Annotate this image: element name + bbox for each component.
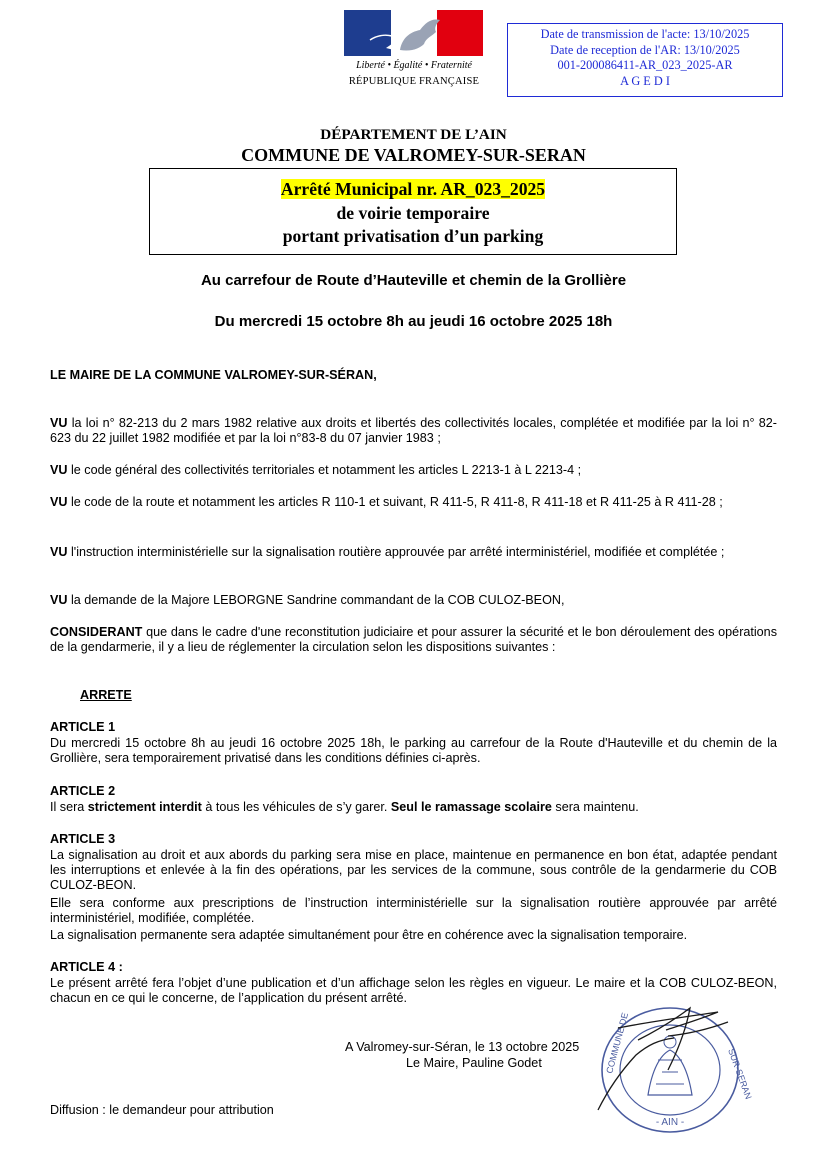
vu-text: le code de la route et notamment les articles R 110-1 et suivant, R 411-5, R 411-8, R 411-18 et R 411-25 à R 411-28 ; [67, 495, 723, 509]
reception-date: Date de reception de l'AR: 13/10/2025 [550, 42, 740, 57]
official-stamp [578, 1000, 754, 1140]
location-line: Au carrefour de Route d’Hauteville et chemin de la Grollière [200, 272, 627, 289]
considerant-paragraph [50, 625, 777, 655]
vu-label: VU [50, 416, 68, 430]
vu-text: la demande de la Majore LEBORGNE Sandrine commandant de la COB CULOZ-BEON, [67, 593, 565, 607]
vu-item-3 [50, 495, 777, 510]
agedi-label: A G E D I [620, 73, 670, 88]
decree-number: Arrêté Municipal nr. AR_023_2025 [280, 179, 546, 199]
vu-label: VU [50, 495, 68, 509]
article-4-title: ARTICLE 4 : [50, 960, 123, 974]
vu-text: la loi n° 82-213 du 2 mars 1982 relative aux droits et libertés des collectivités locales, complétée et modifiée par la loi n° 82-623 du 22 juillet 1982 modifiée et par la loi n°83-8 du 07 janvier 1983 ; [50, 416, 777, 445]
act-reference: 001-200086411-AR_023_2025-AR [557, 58, 733, 72]
article-2-title: ARTICLE 2 [50, 784, 116, 798]
commune-seal-icon [578, 1000, 754, 1140]
article-2-part: Il sera [50, 800, 88, 814]
article-3-title: ARTICLE 3 [50, 832, 116, 846]
vu-label: VU [50, 593, 68, 607]
article-2-part: sera maintenu. [551, 800, 639, 814]
signature-signer: Le Maire, Pauline Godet [406, 1056, 542, 1070]
vu-label: VU [50, 463, 68, 477]
diffusion-note: Diffusion : le demandeur pour attribution [50, 1103, 274, 1117]
decree-subtitle: de voirie temporaire [336, 203, 490, 223]
republic-name: RÉPUBLIQUE FRANÇAISE [348, 76, 480, 87]
mayor-intro: LE MAIRE DE LA COMMUNE VALROMEY-SUR-SÉRAN, [50, 368, 377, 382]
vu-text: le code général des collectivités territoriales et notamment les articles L 2213-1 à L 2213-4 ; [67, 463, 582, 477]
vu-item-4 [50, 545, 777, 560]
republic-motto: Liberté • Égalité • Fraternité [356, 60, 472, 71]
article-3-paragraph-1: La signalisation au droit et aux abords du parking sera mise en place, maintenue en permanence en bon état, adaptée pendant les interruptions et enlevée à la fin des opérations, par les services de la commune, sous contrôle de la gendarmerie du COB CULOZ-BEON. [50, 848, 777, 892]
vu-item-1 [50, 416, 777, 446]
marianne-flag-icon [340, 10, 488, 58]
article-3-paragraph-3: La signalisation permanente sera adaptée simultanément pour être en cohérence avec la signalisation temporaire. [50, 928, 688, 942]
article-3-paragraph-2: Elle sera conforme aux prescriptions de l’instruction interministérielle sur la signalisation routière approuvée par arrêté interministériel, modifiée, complétée. [50, 896, 777, 925]
arrete-heading: ARRETE [80, 688, 132, 702]
article-2-text [50, 800, 777, 815]
commune-heading: COMMUNE DE VALROMEY-SUR-SERAN [241, 145, 586, 165]
article-2-bold: Seul le ramassage scolaire [390, 800, 552, 814]
article-2-part: à tous les véhicules de s’y garer. [201, 800, 391, 814]
vu-label: VU [50, 545, 68, 559]
period-line: Du mercredi 15 octobre 8h au jeudi 16 octobre 2025 18h [214, 313, 613, 330]
transmission-date: Date de transmission de l'acte: 13/10/2025 [540, 27, 750, 41]
decree-purpose: portant privatisation d’un parking [282, 226, 544, 246]
article-4-text: Le présent arrêté fera l’objet d’une publication et d’un affichage selon les règles en vigueur. Le maire et la COB CULOZ-BEON, chacun en ce qui le concerne, de l’application du présent arrêté. [50, 976, 777, 1005]
decree-title-box [149, 168, 677, 255]
marianne-logo [340, 10, 488, 92]
transmission-box [507, 23, 783, 97]
vu-item-5 [50, 593, 777, 608]
vu-item-2 [50, 463, 777, 478]
svg-text:- AIN -: - AIN - [655, 1117, 685, 1128]
svg-text:SUR-SERAN: SUR-SERAN [726, 1047, 754, 1101]
article-2-bold: strictement interdit [87, 800, 202, 814]
considerant-label: CONSIDERANT [50, 625, 143, 639]
considerant-text: que dans le cadre d'une reconstitution judiciaire et pour assurer la sécurité et le bon déroulement des opérations de la gendarmerie, il y a lieu de réglementer la circulation selon les dispositions suivantes : [50, 625, 777, 654]
article-1-title: ARTICLE 1 [50, 720, 116, 734]
signature-place-date: A Valromey-sur-Séran, le 13 octobre 2025 [345, 1040, 580, 1054]
article-1-text: Du mercredi 15 octobre 8h au jeudi 16 octobre 2025 18h, le parking au carrefour de la Route d'Hauteville et du chemin de la Grollière, sera temporairement privatisé dans les conditions définies ci-après. [50, 736, 777, 765]
vu-text: l'instruction interministérielle sur la signalisation routière approuvée par arrêté interministériel, modifiée et complétée ; [67, 545, 725, 559]
department-heading: DÉPARTEMENT DE L’AIN [320, 126, 507, 143]
svg-text:COMMUNE DE: COMMUNE DE [604, 1011, 631, 1075]
